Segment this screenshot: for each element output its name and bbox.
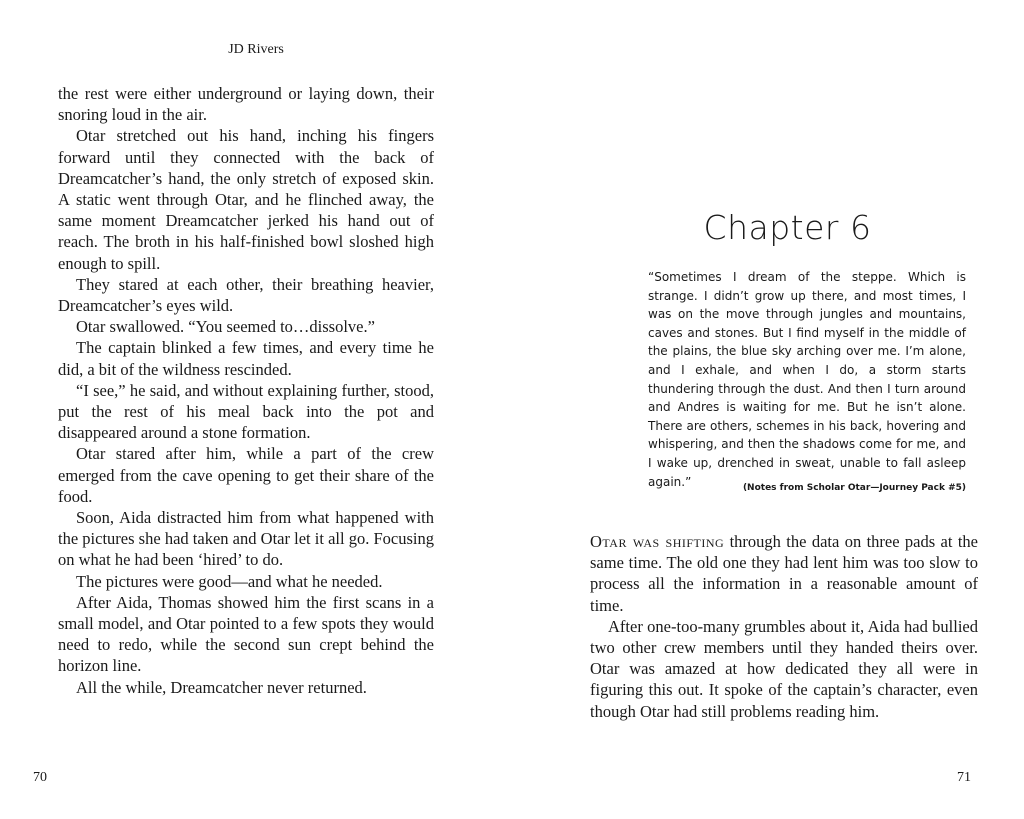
paragraph: the rest were either underground or laying down, their snoring loud in the air.	[58, 84, 434, 125]
right-page	[512, 0, 1024, 819]
opening-smallcaps: Otar was shifting	[590, 532, 725, 551]
paragraph: After Aida, Thomas showed him the first scans in a small model, and Otar pointed to a few spots they would need to redo, while the second sun crept behind the horizon line.	[58, 592, 434, 676]
opening-rest: through the data on three pads at the same time. The old one they had lent him was too slow to process all the information in a reasonable amount of time.	[590, 532, 978, 615]
chapter-title: Chapter 6	[703, 208, 872, 247]
page-number-right: 71	[957, 770, 971, 785]
paragraph: Otar stretched out his hand, inching his fingers forward until they connected with the back of Dreamcatcher’s hand, the only stretch of exposed skin. A static went through Otar, and he flinched away, the same moment Dreamcatcher jerked his hand out of reach. The broth in his half-finished bowl sloshed high enough to spill.	[58, 126, 434, 273]
paragraph: After one-too-many grumbles about it, Aida had bullied two other crew members until they handed theirs over. Otar was amazed at how dedicated they all were in figuring this out. It spoke of the captain’s character, even though Otar had still problems reading him.	[590, 616, 978, 721]
left-body-text	[58, 83, 434, 698]
epigraph-quote: “Sometimes I dream of the steppe. Which is strange. I didn’t grow up there, and most times, I was on the move through jungles and mountains, caves and stones. But I find myself in the middle of the plains, the blue sky arching over me. I’m alone, and I exhale, and when I do, a storm starts thundering through the dust. And then I turn around and Andres is waiting for me. But he isn’t alone. There are others, schemes in his back, hovering and whispering, and then the shadows come for me, and I wake up, drenched in sweat, unable to fall asleep again.”	[648, 270, 966, 489]
paragraph: The pictures were good—and what he needed.	[76, 571, 383, 591]
opening-paragraph	[590, 531, 978, 616]
right-body-text	[590, 531, 978, 722]
paragraph: “I see,” he said, and without explaining further, stood, put the rest of his meal back into the pot and disappeared around a stone formation.	[58, 380, 434, 443]
paragraph: Otar stared after him, while a part of the crew emerged from the cave opening to get their share of the food.	[58, 444, 434, 506]
paragraph: All the while, Dreamcatcher never returned.	[76, 677, 367, 697]
paragraph: They stared at each other, their breathing heavier, Dreamcatcher’s eyes wild.	[58, 274, 434, 316]
epigraph-source: (Notes from Scholar Otar—Journey Pack #5)	[742, 483, 966, 493]
paragraph: Soon, Aida distracted him from what happened with the pictures she had taken and Otar let it all go. Focusing on what he had been ‘hired’ to do.	[58, 508, 434, 570]
page-number-left: 70	[33, 770, 47, 785]
running-head-author: JD Rivers	[228, 42, 284, 57]
paragraph: Otar swallowed. “You seemed to…dissolve.”	[76, 317, 375, 337]
paragraph: The captain blinked a few times, and every time he did, a bit of the wildness rescinded.	[58, 338, 434, 379]
